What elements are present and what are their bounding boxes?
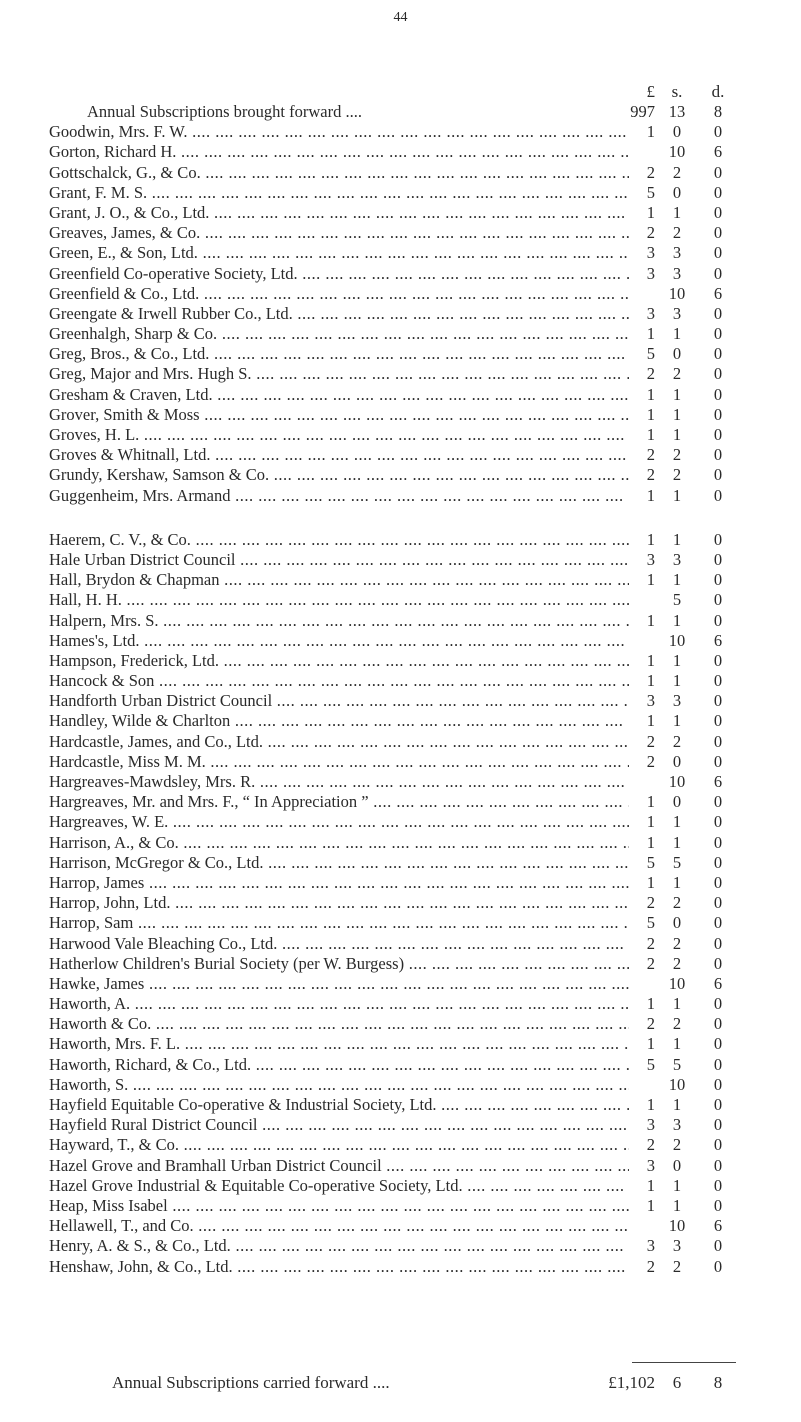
carried-forward-pounds: £1,102 (608, 1373, 655, 1392)
entry-name: Hames's, Ltd. .... (49, 631, 629, 651)
entry-shillings: 2 (672, 953, 682, 973)
entry-shillings: 1 (672, 404, 682, 424)
entry-pence: 0 (713, 1034, 723, 1054)
ledger-row (0, 1034, 801, 1054)
entry-name: Heap, Miss Isabel .... (49, 1196, 629, 1216)
entry-shillings: 1 (672, 1195, 682, 1215)
ledger-row (0, 812, 801, 832)
entry-name: Hargreaves, Mr. and Mrs. F., “ In Appreciation ” .... (49, 792, 629, 812)
entry-pence: 0 (713, 1236, 723, 1256)
entry-name: Gorton, Richard H. .... (49, 142, 629, 162)
entry-pounds: 1 (646, 1195, 655, 1215)
entry-pence: 0 (713, 404, 723, 424)
entry-shillings: 10 (668, 1216, 686, 1236)
carried-forward-row (0, 1372, 801, 1394)
entry-name: Greg, Major and Mrs. Hugh S. .... (49, 364, 629, 384)
entry-pounds: 2 (646, 933, 655, 953)
section-h-entries (0, 530, 801, 1277)
ledger-row (0, 752, 801, 772)
ledger-row (0, 1055, 801, 1075)
entry-shillings: 2 (672, 465, 682, 485)
entry-shillings: 1 (672, 529, 682, 549)
entry-pence: 6 (713, 973, 723, 993)
ledger-row (0, 873, 801, 893)
pounds-heading: £ (646, 82, 655, 101)
ledger-row (0, 631, 801, 651)
entry-name: Hellawell, T., and Co. .... (49, 1216, 629, 1236)
ledger-row (0, 1115, 801, 1135)
entry-pence: 0 (713, 1115, 723, 1135)
entry-shillings: 0 (672, 182, 682, 202)
entry-pounds: 3 (646, 303, 655, 323)
entry-pounds: 1 (646, 711, 655, 731)
entry-name: Haerem, C. V., & Co. .... (49, 530, 629, 550)
section-g-entries (0, 122, 801, 506)
ledger-row (0, 1257, 801, 1277)
entry-pence: 0 (713, 465, 723, 485)
entry-pence: 0 (713, 671, 723, 691)
entry-shillings: 5 (672, 590, 682, 610)
entry-pounds: 1 (646, 610, 655, 630)
entry-pence: 0 (713, 243, 723, 263)
entry-pence: 0 (713, 1195, 723, 1215)
entry-name: Groves, H. L. .... (49, 425, 629, 445)
ledger-row (0, 183, 801, 203)
entry-name: Hardcastle, Miss M. M. .... (49, 752, 629, 772)
entry-pounds: 2 (646, 223, 655, 243)
entry-pounds: 2 (646, 893, 655, 913)
ledger-row (0, 1014, 801, 1034)
ledger-row (0, 284, 801, 304)
ledger-row (0, 1196, 801, 1216)
entry-shillings: 10 (668, 973, 686, 993)
entry-shillings: 2 (672, 893, 682, 913)
entry-pence: 0 (713, 751, 723, 771)
carried-forward-pence: 8 (713, 1373, 723, 1392)
ledger-row (0, 1176, 801, 1196)
entry-pence: 0 (713, 994, 723, 1014)
entry-shillings: 1 (672, 1175, 682, 1195)
entry-name: Greengate & Irwell Rubber Co., Ltd. .... (49, 304, 629, 324)
entry-pounds: 2 (646, 1256, 655, 1276)
entry-pence: 0 (713, 1054, 723, 1074)
entry-shillings: 1 (672, 202, 682, 222)
entry-name: Henry, A. & S., & Co., Ltd. .... (49, 1236, 629, 1256)
ledger-row (0, 203, 801, 223)
entry-pence: 0 (713, 1256, 723, 1276)
entry-pounds: 3 (646, 1155, 655, 1175)
entry-pence: 0 (713, 364, 723, 384)
entry-name: Greenhalgh, Sharp & Co. .... (49, 324, 629, 344)
entry-name: Handley, Wilde & Charlton .... (49, 711, 629, 731)
entry-shillings: 3 (672, 243, 682, 263)
ledger-row (0, 1156, 801, 1176)
entry-pounds: 1 (646, 812, 655, 832)
pence-heading: d. (711, 82, 725, 101)
entry-pounds: 1 (646, 650, 655, 670)
ledger-row (0, 486, 801, 506)
entry-shillings: 1 (672, 650, 682, 670)
entry-pence: 0 (713, 893, 723, 913)
entry-shillings: 3 (672, 1115, 682, 1135)
entry-shillings: 13 (668, 102, 686, 121)
entry-shillings: 3 (672, 691, 682, 711)
entry-pounds: 1 (646, 671, 655, 691)
entry-pence: 6 (713, 772, 723, 791)
ledger-row (0, 833, 801, 853)
entry-name: Greg, Bros., & Co., Ltd. .... (49, 344, 629, 364)
entry-pence: 0 (713, 1074, 723, 1094)
entry-name: Haworth, S. .... (49, 1075, 629, 1095)
entry-shillings: 0 (672, 122, 682, 142)
ledger-row (0, 590, 801, 610)
ledger-row (0, 1236, 801, 1256)
ledger-row (0, 893, 801, 913)
entry-shillings: 1 (672, 994, 682, 1014)
entry-name: Hall, Brydon & Chapman .... (49, 570, 629, 590)
entry-name: Haworth, A. .... (49, 994, 629, 1014)
ledger-row (0, 223, 801, 243)
entry-name: Hawke, James .... (49, 974, 629, 994)
entry-shillings: 2 (672, 1014, 682, 1034)
entry-name: Greaves, James, & Co. .... (49, 223, 629, 243)
ledger-row (0, 570, 801, 590)
entry-shillings: 10 (668, 630, 686, 650)
ledger-row (0, 954, 801, 974)
entry-shillings: 1 (672, 1095, 682, 1114)
entry-pence: 0 (713, 384, 723, 404)
entry-name: Hayward, T., & Co. .... (49, 1135, 629, 1155)
entry-pounds: 1 (646, 832, 655, 852)
ledger-row (0, 691, 801, 711)
entry-pence: 0 (713, 650, 723, 670)
entry-pounds: 2 (646, 751, 655, 771)
entry-pence: 0 (713, 303, 723, 323)
ledger-row (0, 465, 801, 485)
entry-shillings: 3 (672, 549, 682, 569)
entry-name: Hargreaves, W. E. .... (49, 812, 629, 832)
entry-pence: 6 (713, 1216, 723, 1236)
entry-pounds: 1 (646, 1175, 655, 1195)
ledger-row (0, 425, 801, 445)
entry-name: Hayfield Rural District Council .... (49, 1115, 629, 1135)
entry-name: Gresham & Craven, Ltd. .... (49, 385, 629, 405)
entry-name: Groves & Whitnall, Ltd. .... (49, 445, 629, 465)
entry-shillings: 0 (672, 913, 682, 933)
entry-pence: 0 (713, 202, 723, 222)
entry-shillings: 1 (672, 872, 682, 892)
entry-name: Hargreaves-Mawdsley, Mrs. R. .... (49, 772, 629, 792)
entry-pence: 0 (713, 1135, 723, 1155)
ledger-row (0, 142, 801, 162)
entry-shillings: 10 (668, 772, 686, 791)
entry-name: Greenfield & Co., Ltd. .... (49, 284, 629, 304)
ledger-row (0, 445, 801, 465)
entry-shillings: 2 (672, 1135, 682, 1155)
shillings-heading: s. (671, 82, 683, 101)
entry-name: Henshaw, John, & Co., Ltd. .... (49, 1257, 629, 1277)
entry-name: Harrison, McGregor & Co., Ltd. .... (49, 853, 629, 873)
entry-shillings: 10 (668, 1074, 686, 1094)
entry-pounds: 3 (646, 549, 655, 569)
entry-pounds: 3 (646, 263, 655, 283)
entry-shillings: 2 (672, 162, 682, 182)
entry-name: Handforth Urban District Council .... (49, 691, 629, 711)
entry-pence: 6 (713, 630, 723, 650)
ledger-row (0, 671, 801, 691)
entry-pounds: 1 (646, 1095, 655, 1114)
column-headings (0, 82, 801, 102)
total-rule (632, 1362, 736, 1363)
entry-shillings: 10 (668, 142, 686, 162)
entry-pence: 0 (713, 913, 723, 933)
entry-pence: 0 (713, 731, 723, 751)
ledger-row (0, 711, 801, 731)
entry-shillings: 1 (672, 384, 682, 404)
ledger-row (0, 1135, 801, 1155)
entry-shillings: 1 (672, 485, 682, 505)
entry-pence: 0 (713, 1175, 723, 1195)
entry-shillings: 1 (672, 425, 682, 444)
entry-pounds: 3 (646, 243, 655, 263)
entry-pence: 0 (713, 162, 723, 182)
entry-pence: 0 (713, 485, 723, 505)
entry-pence: 0 (713, 711, 723, 731)
ledger-row (0, 122, 801, 142)
entry-shillings: 1 (672, 1034, 682, 1054)
entry-name: Hazel Grove Industrial & Equitable Co-operative Society, Ltd. .... (49, 1176, 629, 1196)
entry-pence: 0 (713, 182, 723, 202)
entry-shillings: 2 (672, 364, 682, 384)
ledger-row (0, 530, 801, 550)
entry-pence: 0 (713, 223, 723, 243)
entry-shillings: 1 (672, 832, 682, 852)
ledger-row (0, 913, 801, 933)
ledger-row (0, 243, 801, 263)
ledger-row (0, 772, 801, 792)
entry-pounds: 1 (646, 529, 655, 549)
entry-pence: 0 (713, 872, 723, 892)
entry-name: Grover, Smith & Moss .... (49, 405, 629, 425)
ledger-row (0, 405, 801, 425)
entry-pence: 0 (713, 324, 723, 344)
entry-shillings: 0 (672, 1155, 682, 1175)
entry-name: Harrop, James .... (49, 873, 629, 893)
ledger-row (0, 1095, 801, 1115)
entry-pounds: 5 (646, 182, 655, 202)
entry-name: Hale Urban District Council .... (49, 550, 629, 570)
entry-name: Grundy, Kershaw, Samson & Co. .... (49, 465, 629, 485)
entry-pence: 0 (713, 852, 723, 872)
entry-shillings: 2 (672, 445, 682, 465)
entry-name: Harrison, A., & Co. .... (49, 833, 629, 853)
entry-name: Grant, J. O., & Co., Ltd. .... (49, 203, 629, 223)
entry-pounds: 1 (646, 425, 655, 444)
entry-name: Hall, H. H. .... (49, 590, 629, 610)
ledger-row (0, 853, 801, 873)
entry-pence: 0 (713, 529, 723, 549)
entry-pence: 0 (713, 122, 723, 142)
entry-shillings: 3 (672, 303, 682, 323)
entry-shillings: 0 (672, 792, 682, 812)
entry-shillings: 1 (672, 812, 682, 832)
entry-pounds: 2 (646, 465, 655, 485)
page-number: 44 (393, 10, 408, 25)
ledger-row (0, 732, 801, 752)
entry-shillings: 1 (672, 610, 682, 630)
entry-pounds: 1 (646, 792, 655, 812)
entry-name: Hazel Grove and Bramhall Urban District Council .... (49, 1156, 629, 1176)
ledger-row (0, 994, 801, 1014)
entry-shillings: 1 (672, 711, 682, 731)
entry-pounds: 1 (646, 324, 655, 344)
ledger-row (0, 385, 801, 405)
ledger-row (0, 651, 801, 671)
entry-shillings: 10 (668, 283, 686, 303)
entry-shillings: 5 (672, 852, 682, 872)
entry-name: Hancock & Son .... (49, 671, 629, 691)
entry-shillings: 2 (672, 1256, 682, 1276)
ledger-row (0, 163, 801, 183)
entry-pounds: 5 (646, 913, 655, 933)
entry-pounds: 2 (646, 953, 655, 973)
entry-pounds: 2 (646, 1135, 655, 1155)
entry-pence: 0 (713, 445, 723, 465)
entry-pounds: 2 (646, 162, 655, 182)
entry-name: Gottschalck, G., & Co. .... (49, 163, 629, 183)
ledger-row (0, 304, 801, 324)
entry-pounds: 1 (646, 384, 655, 404)
entry-pounds: 1 (646, 122, 655, 142)
ledger-row (0, 611, 801, 631)
entry-pence: 0 (713, 570, 723, 590)
entry-name: Harrop, John, Ltd. .... (49, 893, 629, 913)
entry-pounds: 2 (646, 731, 655, 751)
ledger-row (0, 974, 801, 994)
entry-pounds: 5 (646, 344, 655, 364)
entry-shillings: 1 (672, 324, 682, 344)
carried-forward-label: Annual Subscriptions carried forward .... (112, 1373, 390, 1392)
entry-pence: 0 (713, 812, 723, 832)
entry-shillings: 1 (672, 671, 682, 691)
subscription-ledger (0, 102, 801, 1277)
entry-name: Hatherlow Children's Burial Society (per W. Burgess) .... (49, 954, 629, 974)
entry-pounds: 2 (646, 1014, 655, 1034)
entry-pounds: 1 (646, 485, 655, 505)
entry-name: Hayfield Equitable Co-operative & Industrial Society, Ltd. .... (49, 1095, 629, 1115)
ledger-row (0, 364, 801, 384)
entry-pence: 0 (713, 344, 723, 364)
ledger-row (0, 324, 801, 344)
entry-shillings: 3 (672, 263, 682, 283)
ledger-row (0, 264, 801, 284)
entry-pence: 8 (713, 102, 723, 121)
entry-pence: 0 (713, 425, 723, 444)
entry-pence: 0 (713, 832, 723, 852)
entry-pounds: 3 (646, 1236, 655, 1256)
entry-pounds: 1 (646, 202, 655, 222)
ledger-row (0, 1075, 801, 1095)
entry-pence: 0 (713, 691, 723, 711)
entry-shillings: 5 (672, 1054, 682, 1074)
ledger-row (0, 934, 801, 954)
carried-forward-shillings: 6 (672, 1373, 682, 1392)
entry-name: Haworth, Mrs. F. L. .... (49, 1034, 629, 1054)
entry-pence: 0 (713, 549, 723, 569)
entry-pence: 6 (713, 283, 723, 303)
entry-pounds: 3 (646, 1115, 655, 1135)
entry-name: Annual Subscriptions brought forward .... (87, 102, 362, 121)
brought-forward-row (0, 102, 801, 122)
entry-pence: 0 (713, 610, 723, 630)
entry-name: Harrop, Sam .... (49, 913, 629, 933)
entry-pounds: 1 (646, 1034, 655, 1054)
entry-pence: 0 (713, 263, 723, 283)
ledger-row (0, 344, 801, 364)
entry-pence: 0 (713, 1014, 723, 1034)
entry-name: Hampson, Frederick, Ltd. .... (49, 651, 629, 671)
entry-pounds: 5 (646, 852, 655, 872)
entry-name: Halpern, Mrs. S. .... (49, 611, 629, 631)
ledger-row (0, 1216, 801, 1236)
entry-pence: 0 (713, 1155, 723, 1175)
entry-shillings: 0 (672, 344, 682, 364)
entry-shillings: 2 (672, 731, 682, 751)
entry-pounds: 1 (646, 570, 655, 590)
entry-pounds: 1 (646, 994, 655, 1014)
entry-name: Greenfield Co-operative Society, Ltd. .... (49, 264, 629, 284)
ledger-row (0, 550, 801, 570)
entry-name: Haworth & Co. .... (49, 1014, 629, 1034)
entry-shillings: 0 (672, 751, 682, 771)
entry-name: Haworth, Richard, & Co., Ltd. .... (49, 1055, 629, 1075)
entry-name: Grant, F. M. S. .... (49, 183, 629, 203)
entry-name: Hardcastle, James, and Co., Ltd. .... (49, 732, 629, 752)
entry-shillings: 1 (672, 570, 682, 590)
entry-shillings: 2 (672, 223, 682, 243)
entry-pounds: 5 (646, 1054, 655, 1074)
entry-pounds: 1 (646, 404, 655, 424)
entry-pence: 6 (713, 142, 723, 162)
entry-name: Harwood Vale Bleaching Co., Ltd. .... (49, 934, 629, 954)
entry-pounds: 2 (646, 364, 655, 384)
entry-pence: 0 (713, 792, 723, 812)
entry-pence: 0 (713, 953, 723, 973)
entry-pence: 0 (713, 590, 723, 610)
entry-shillings: 2 (672, 933, 682, 953)
entry-name: Goodwin, Mrs. F. W. .... (49, 122, 629, 142)
entry-name: Guggenheim, Mrs. Armand .... (49, 486, 629, 506)
entry-pence: 0 (713, 933, 723, 953)
entry-pounds: 997 (630, 102, 655, 121)
entry-pence: 0 (713, 1095, 723, 1114)
ledger-row (0, 792, 801, 812)
entry-pounds: 2 (646, 445, 655, 465)
entry-shillings: 3 (672, 1236, 682, 1256)
entry-pounds: 1 (646, 872, 655, 892)
entry-pounds: 3 (646, 691, 655, 711)
entry-name: Green, E., & Son, Ltd. .... (49, 243, 629, 263)
